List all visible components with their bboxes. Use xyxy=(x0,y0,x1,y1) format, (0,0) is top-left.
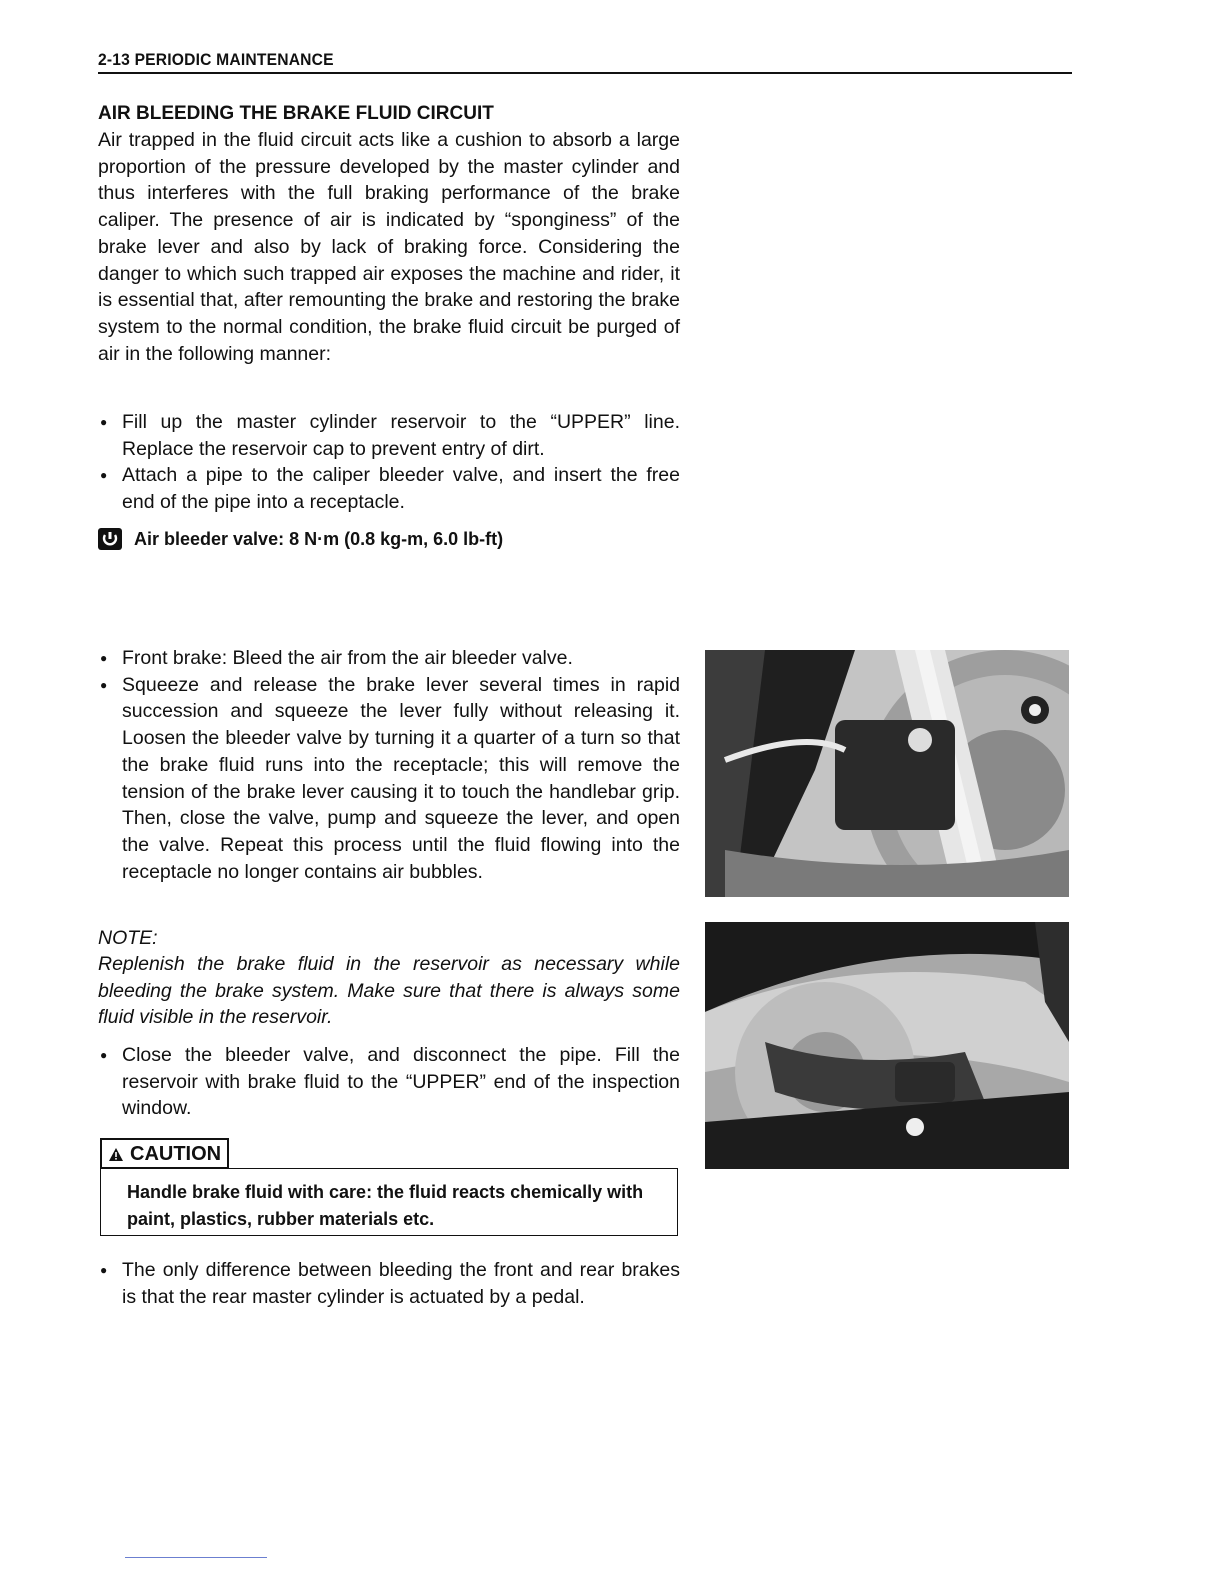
note-block xyxy=(98,925,680,1031)
header-title: 2-13 PERIODIC MAINTENANCE xyxy=(98,50,334,69)
list-item: ● Squeeze and release the brake lever several times in rapid succession and squeeze the lever fully without releasing it. Loosen the bleeder valve by turning it a quarter of a turn so that the brake fluid runs into the receptacle; this will remove the tension of the brake lever causing it to touch the handlebar grip. Then, close the valve, pump and squeeze the lever, and open the valve. Repeat this process until the fluid flowing into the receptacle no longer contains air bubbles. xyxy=(98,672,680,886)
caution-label-text: CAUTION xyxy=(130,1143,222,1165)
steps-list-3 xyxy=(98,1042,680,1122)
list-item: ● The only difference between bleeding the front and rear brakes is that the rear master cylinder is actuated by a pedal. xyxy=(98,1257,680,1310)
caution-label xyxy=(100,1138,229,1169)
footer-rule xyxy=(125,1557,267,1558)
torque-value: Air bleeder valve: 8 N·m (0.8 kg-m, 6.0 lb-ft) xyxy=(134,528,504,549)
list-item: ● Attach a pipe to the caliper bleeder valve, and insert the free end of the pipe into a receptacle. xyxy=(98,462,680,515)
rear-brake-photo xyxy=(705,922,1069,1169)
torque-spec xyxy=(98,528,503,550)
page-header xyxy=(98,50,1072,74)
list-item: ● Close the bleeder valve, and disconnect the pipe. Fill the reservoir with brake fluid to the “UPPER” end of the inspection window. xyxy=(98,1042,680,1122)
steps-list-1 xyxy=(98,409,680,516)
intro-section xyxy=(98,103,680,367)
intro-paragraph: Air trapped in the fluid circuit acts like a cushion to absorb a large proportion of the pressure developed by the master cylinder and thus interferes with the full braking performance of the brake caliper. The presence of air is indicated by “sponginess” of the brake lever and also by lack of braking force. Considering the danger to which such trapped air exposes the machine and rider, it is essential that, after remounting the brake and restoring the brake system to the normal condition, the brake fluid circuit be purged of air in the following manner: xyxy=(98,129,680,365)
warning-triangle-icon xyxy=(108,1147,124,1162)
torque-wrench-icon xyxy=(98,528,122,550)
caution-box xyxy=(100,1168,678,1236)
note-text: Replenish the brake fluid in the reservoir as necessary while bleeding the brake system. Make sure that there is always some fluid visible in the reservoir. xyxy=(98,953,680,1029)
front-brake-photo xyxy=(705,650,1069,897)
steps-list-2 xyxy=(98,645,680,885)
list-item: ● Fill up the master cylinder reservoir to the “UPPER” line. Replace the reservoir cap to prevent entry of dirt. xyxy=(98,409,680,462)
list-item: ● Front brake: Bleed the air from the air bleeder valve. xyxy=(98,645,680,672)
note-label: NOTE: xyxy=(98,927,158,949)
caution-text: Handle brake fluid with care: the fluid reacts chemically with paint, plastics, rubber materials etc. xyxy=(127,1182,644,1229)
steps-list-4 xyxy=(98,1257,680,1310)
section-heading: AIR BLEEDING THE BRAKE FLUID CIRCUIT xyxy=(98,103,494,124)
